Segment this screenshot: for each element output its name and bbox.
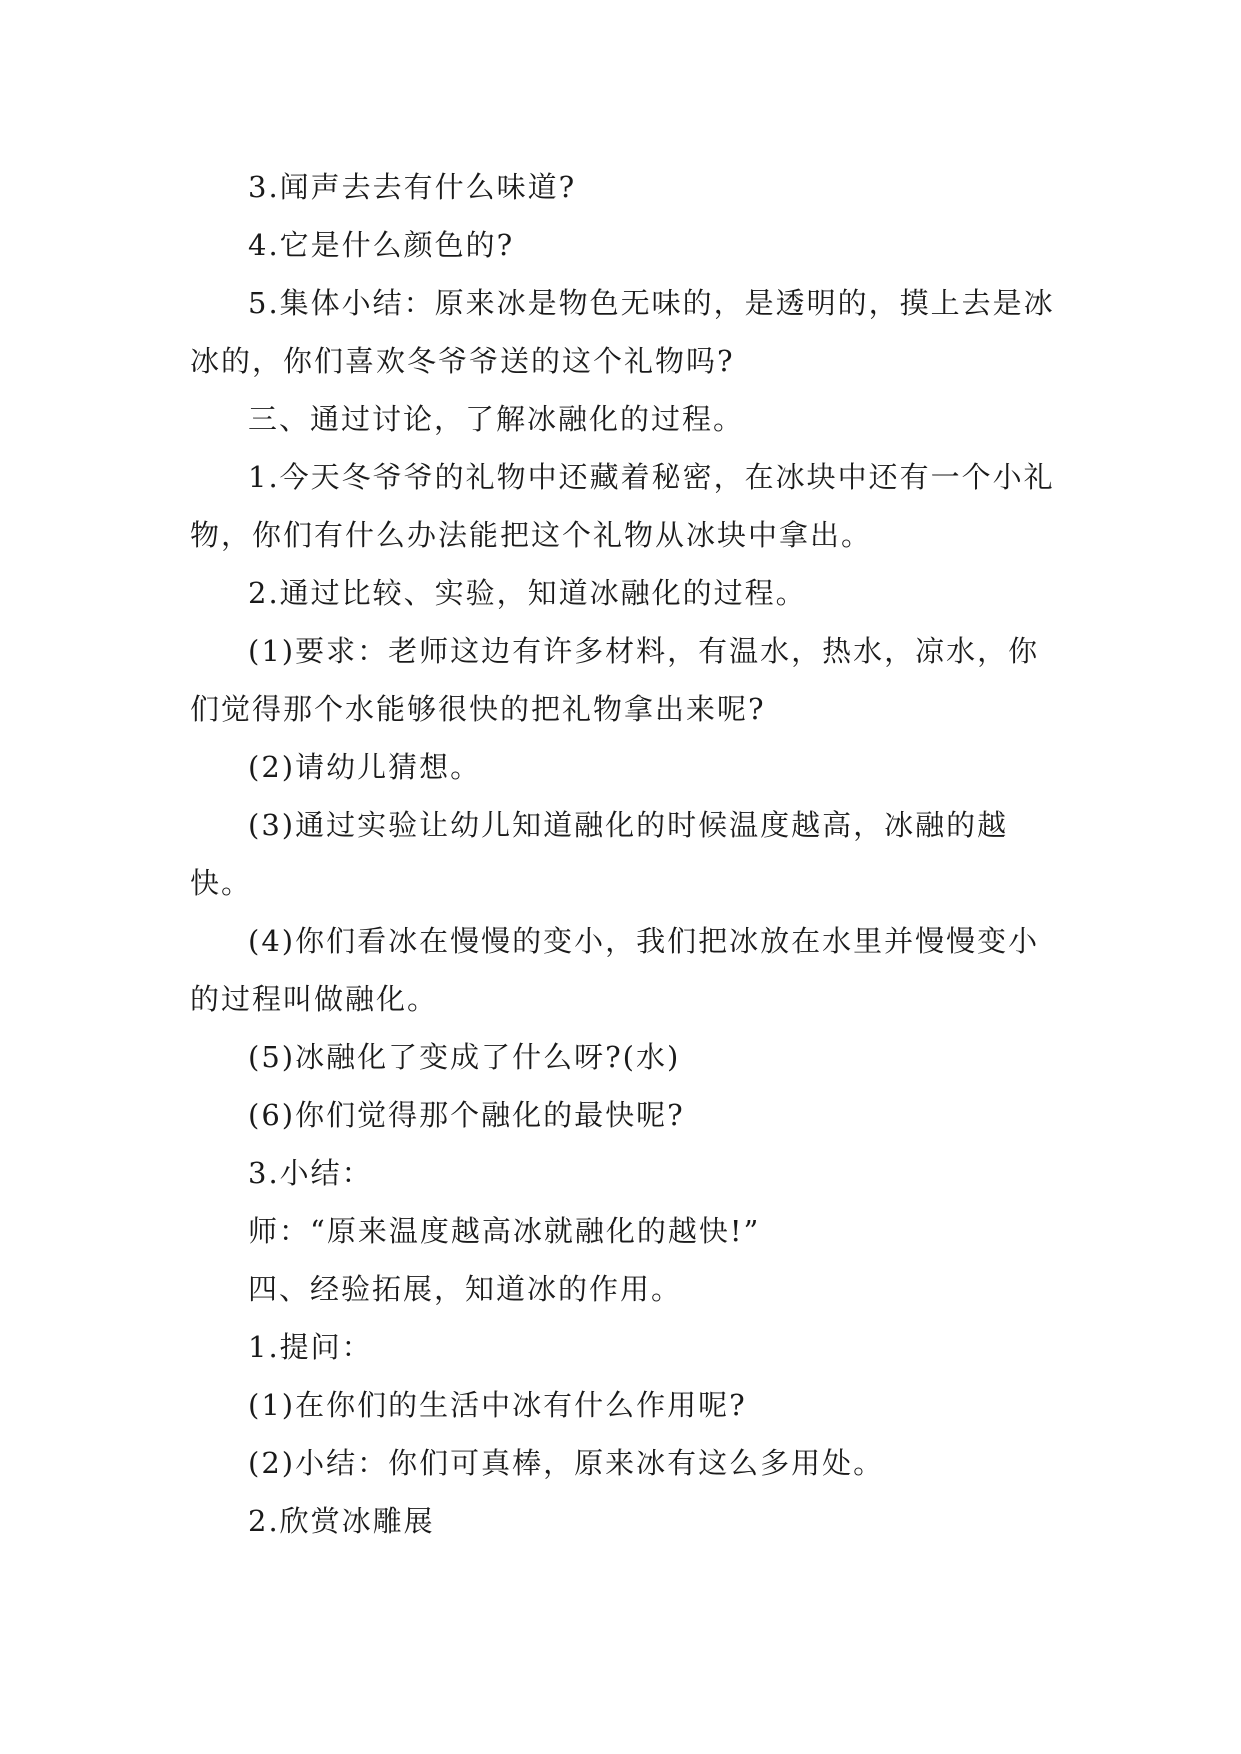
paragraph: 1.今天冬爷爷的礼物中还藏着秘密，在冰块中还有一个小礼物，你们有什么办法能把这个礼物从冰块中拿出。 [190,460,1055,552]
paragraph: 1.提问： [248,1330,373,1364]
paragraph: (1)要求：老师这边有许多材料，有温水，热水，凉水，你们觉得那个水能够很快的把礼物拿出来呢? [190,634,1040,726]
paragraph: 3.闻声去去有什么味道? [248,170,577,204]
paragraph: (2)小结：你们可真棒，原来冰有这么多用处。 [248,1446,885,1480]
paragraph: (4)你们看冰在慢慢的变小，我们把冰放在水里并慢慢变小的过程叫做融化。 [190,924,1040,1016]
paragraph: (3)通过实验让幼儿知道融化的时候温度越高，冰融的越快。 [190,808,1009,900]
paragraph: 3.小结： [248,1156,373,1190]
paragraph: (1)在你们的生活中冰有什么作用呢? [248,1388,747,1422]
paragraph: (2)请幼儿猜想。 [248,750,482,784]
paragraph: 2.欣赏冰雕展 [248,1504,435,1538]
paragraph: 2.通过比较、实验，知道冰融化的过程。 [248,576,807,610]
paragraph: (5)冰融化了变成了什么呀?(水) [248,1040,681,1074]
section-heading: 四、经验拓展，知道冰的作用。 [248,1272,683,1306]
paragraph: (6)你们觉得那个融化的最快呢? [248,1098,685,1132]
paragraph: 5.集体小结：原来冰是物色无味的，是透明的，摸上去是冰冰的，你们喜欢冬爷爷送的这个礼物吗? [190,286,1055,378]
section-heading: 三、通过讨论，了解冰融化的过程。 [248,402,745,436]
paragraph: 4.它是什么颜色的? [248,228,515,262]
document-body [190,158,1060,1550]
paragraph: 师：“原来温度越高冰就融化的越快!” [248,1214,761,1248]
